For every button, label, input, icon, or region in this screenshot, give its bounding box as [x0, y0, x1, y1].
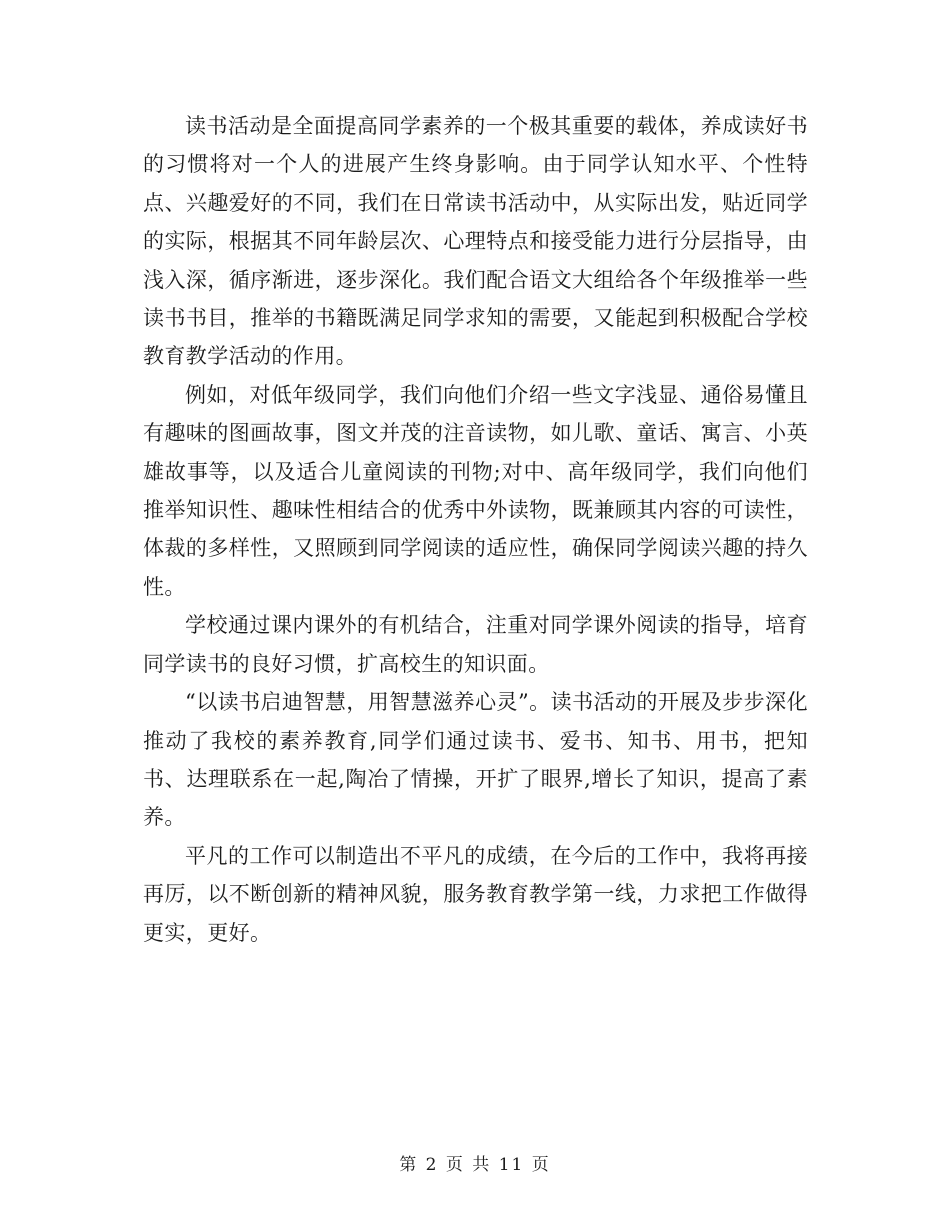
document-body [143, 107, 808, 952]
paragraph-conclusion: 平凡的工作可以制造出不平凡的成绩，在今后的工作中，我将再接再厉，以不断创新的精神风貌，服务教育教学第一线，力求把工作做得更实，更好。 [143, 843, 808, 945]
paragraph-wisdom-quote: “以读书启迪智慧，用智慧滋养心灵”。读书活动的开展及步步深化推动了我校的素养教育,同学们通过读书、爱书、知书、用书，把知书、达理联系在一起,陶冶了情操，开扩了眼界,增长了知识，提高了素养。 [143, 690, 808, 830]
paragraph-reading-activity: 读书活动是全面提高同学素养的一个极其重要的载体，养成读好书的习惯将对一个人的进展产生终身影响。由于同学认知水平、个性特点、兴趣爱好的不同，我们在日常读书活动中，从实际出发，贴近同学的实际，根据其不同年龄层次、心理特点和接受能力进行分层指导，由浅入深，循序渐进，逐步深化。我们配合语文大组给各个年级推举一些读书书目，推举的书籍既满足同学求知的需要，又能起到积极配合学校教育教学活动的作用。 [143, 114, 808, 369]
page-number-footer: 第 2 页 共 11 页 [399, 1155, 551, 1175]
paragraph-extracurricular: 学校通过课内课外的有机结合，注重对同学课外阅读的指导，培育同学读书的良好习惯，扩高校生的知识面。 [143, 613, 808, 676]
paragraph-grade-examples: 例如，对低年级同学，我们向他们介绍一些文字浅显、通俗易懂且有趣味的图画故事，图文并茂的注音读物，如儿歌、童话、寓言、小英雄故事等，以及适合儿童阅读的刊物;对中、高年级同学，我们向他们推举知识性、趣味性相结合的优秀中外读物，既兼顾其内容的可读性，体裁的多样性，又照顾到同学阅读的适应性，确保同学阅读兴趣的持久性。 [143, 382, 808, 599]
